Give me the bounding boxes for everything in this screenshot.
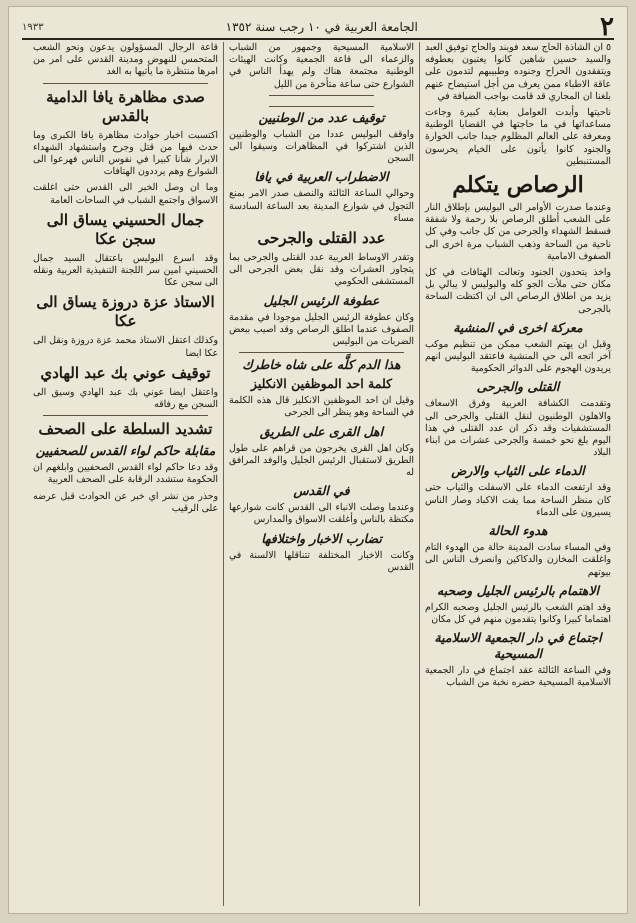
article-paragraph: وما ان وصل الخبر الى القدس حتى اغلقت الاسواق واجتمع الشباب في الساحات العامة: [33, 182, 218, 206]
article-paragraph: وكذلك اعتقل الاستاذ محمد عزة دروزة ونقل الى عكا ايضا: [33, 335, 218, 359]
article-paragraph: وقد دعا حاكم لواء القدس الصحفيين وابلغهم ان الحكومة ستشدد الرقابة على الصحف العربية: [33, 462, 218, 486]
masthead: [22, 12, 614, 42]
headline-izzat: الاستاذ عزة دروزة يساق الى عكا: [36, 293, 215, 331]
divider: [239, 352, 404, 353]
headline-president-wound: عطوفة الرئيس الجليل: [263, 292, 380, 308]
article-paragraph: اكتسبت اخبار حوادث مظاهرة يافا الكبرى وما حدث فيها من قتل وجرح واستشهاد الشهداء الابرار شأنا كبيرا في نفوس الناس فهرعوا الى الشوارع وهم يرددون الهتافات: [33, 129, 218, 178]
column-middle: [224, 42, 420, 906]
divider: [43, 83, 208, 84]
headline-jerusalem: في القدس: [293, 483, 350, 499]
newspaper-page: [8, 6, 628, 914]
article-paragraph: وقيل ان احد الموظفين الانكليز قال هذه الكلمة في الساحة وهو ينظر الى الجرحى: [229, 395, 414, 419]
headline-calm: هدوء الحالة: [488, 523, 548, 539]
article-paragraph: وقبل ان يهتم الشعب ممكن من تنظيم موكب آخر اتجه الى حي المنشية فاعتقد البوليس انهم يريدون الهجوم على الدوائر الحكومية: [425, 338, 611, 375]
headline-jamal: جمال الحسيني يساق الى سجن عكا: [46, 210, 205, 248]
headline-president: الاهتمام بالرئيس الجليل وصحبه: [437, 582, 599, 598]
article-paragraph: ناحيتها وأبدت العوامل بعناية كبيرة وجاءت مساعداتها في ما حاجتها في القضايا الوطنية ومعرفة على العالم المظلوم جيدا جانب الخوارة والجنود كانوا يأتون على الخيام يحرسون المستنبطين: [425, 107, 611, 167]
article-paragraph: وتقدر الاوساط العربية عدد القتلى والجرحى بما يتجاوز العشرات وقد نقل بعض الجرحى الى المستشفى الحكومي: [229, 252, 414, 288]
article-paragraph: وكانت الاخبار المختلفة تتناقلها الالسنة في القدس: [229, 549, 414, 573]
subheadline-quote: كلمة احد الموظفين الانكليز: [250, 376, 393, 392]
headline-battle: معركة اخرى في المنشية: [453, 319, 583, 335]
article-paragraph: الاسلامية المسيحية وجمهور من الشباب والزعماء الى قاعة الجمعية وكانت الهيئات الوطنية مجتمعة هناك ولم يهدأ الناس في الشوارع حتى ساعة متأخرة من الليل: [229, 42, 414, 90]
article-paragraph: واعتقل ايضا عوني بك عبد الهادي وسيق الى السجن مع رفاقه: [33, 386, 218, 411]
article-paragraph: وحوالي الساعة الثالثة والنصف صدر الامر بمنع التجول في شوارع المدينة بعد الساعة السادسة مساء: [229, 188, 414, 224]
headline-strike: الاضطراب العربية في يافا: [254, 169, 389, 185]
headline-quote: هذا الدم كلَّه على شاه خاطرك: [242, 357, 401, 373]
article-paragraph: ٥ ان الشاذة الحاج سعد فوبند والحاج توفيق العبد والسيد حسين شاهين كانوا يعتبون بعطوفه ويتفقدون الحراح وجنوده وطبيبهم لتدمون على عاقة الاطباء ممن يعرف من أجل استيضاح عنهم بلغنا ان المجاري قد قامت بواجب الضيافة في: [425, 42, 611, 102]
headline-villages: اهل القرى على الطريق: [259, 423, 384, 439]
headline-awni: توقيف عوني بك عبد الهادي: [40, 363, 211, 382]
masthead-date: ١٩٣٣: [22, 21, 44, 33]
article-paragraph: وتقدمت الكشافة العربية وفرق الاسعاف والاهلون الوطنيون لنقل القتلى والجرحى الى المستشفيات وقد ذكر ان عدد القتلى في هذا اليوم بلغ نحو خمسة والجرحى عشرات من ابناء البلاد: [425, 398, 611, 459]
column-left: [28, 42, 224, 906]
headline-interview: مقابلة حاكم لواء القدس للصحفيين: [35, 443, 216, 459]
columns: [20, 42, 616, 906]
article-paragraph: وقد اهتم الشعب بالرئيس الجليل وصحبه الكرام اهتماما كبيرا وكانوا يتقدمون منهم في كل مكان: [425, 601, 611, 625]
headline-casualties: عدد القتلى والجرحى: [257, 229, 386, 248]
article-paragraph: واوقف البوليس عددا من الشباب والوطنيين الذين اشتركوا في المظاهرات وسيقوا الى السجن: [229, 128, 414, 165]
column-right: [420, 42, 616, 906]
article-paragraph: وقد ارتفعت الدماء على الاسفلت والثياب حتى كان منظر الساحة مما يفت الاكباد وصار الناس يسيرون على الدماء: [425, 482, 611, 518]
headline-news: تضارب الاخبار واختلافها: [261, 530, 382, 546]
article-paragraph: وعندما وصلت الانباء الى القدس كانت شوارعها مكتظة بالناس وأغلقت الاسواق والمدارس: [229, 502, 414, 526]
masthead-title: الجامعة العربية في ١٠ رجب سنة ١٣٥٢: [225, 20, 418, 34]
headline-bullets: الرصاص يتكلم: [452, 172, 584, 199]
article-paragraph: وفي المساء سادت المدينة حالة من الهدوء التام واغلقت المخازن والدكاكين وانصرف الناس الى بيوتهم: [425, 542, 611, 578]
headline-meeting: اجتماع في دار الجمعية الاسلامية المسيحية: [434, 630, 602, 662]
article-paragraph: واخذ يتحدون الجنود وتعالت الهتافات في كل مكان حتى ملأت الجو كله والبوليس لا يبالي بل يزيد من اطلاق الرصاص الى ان اكتظت الساحة بالجرحى: [425, 267, 611, 315]
article-paragraph: وكان اهل القرى يخرجون من قراهم على طول الطريق لاستقبال الرئيس الجليل والوفد المرافق له: [229, 442, 414, 479]
article-paragraph: وعندما صدرت الأوامر الى البوليس بإطلاق النار على الشعب أطلق الرصاص بلا رحمة ولا شفقة فسقط الشهداء والجرحى من كل جانب وفي كل ناحية من الساحة وذهب الشباب مرة اخرى الى الصفوف الامامية: [425, 202, 611, 262]
article-paragraph: قاعة الرجال المسؤولون يدعون ونحو الشعب المتحمس للنهوض ومدينة القدس على امر من امرها منتظرة ما يأتيها به الغد: [33, 42, 218, 78]
headline-arrests: توقيف عدد من الوطنيين: [258, 109, 385, 125]
headline-press: تشديد السلطة على الصحف: [38, 420, 213, 439]
article-paragraph: وحذر من نشر اي خبر عن الحوادث قبل عرضه على الرقيب: [33, 490, 218, 514]
headline-killed: القتلى والجرحى: [476, 379, 560, 395]
article-paragraph: وكان عطوفة الرئيس الجليل موجودا في مقدمة الصفوف عندما اطلق الرصاص وقد اصيب ببعض الضربات من البوليس: [229, 311, 414, 348]
headline-blood: الدماء على الثياب والارض: [451, 463, 585, 479]
article-paragraph: وقد اسرع البوليس باعتقال السيد جمال الحسيني امين سر اللجنة التنفيذية العربية ونقله الى سجن عكا: [33, 252, 218, 289]
headline-jaffa-echo: صدى مظاهرة يافا الدامية بالقدس: [46, 87, 205, 125]
page-number: ٢: [600, 12, 614, 42]
article-paragraph: وفي الساعة الثالثة عقد اجتماع في دار الجمعية الاسلامية المسيحية حضره نخبة من الشباب: [425, 665, 611, 689]
ornamental-divider: [269, 95, 374, 107]
divider: [43, 415, 208, 416]
